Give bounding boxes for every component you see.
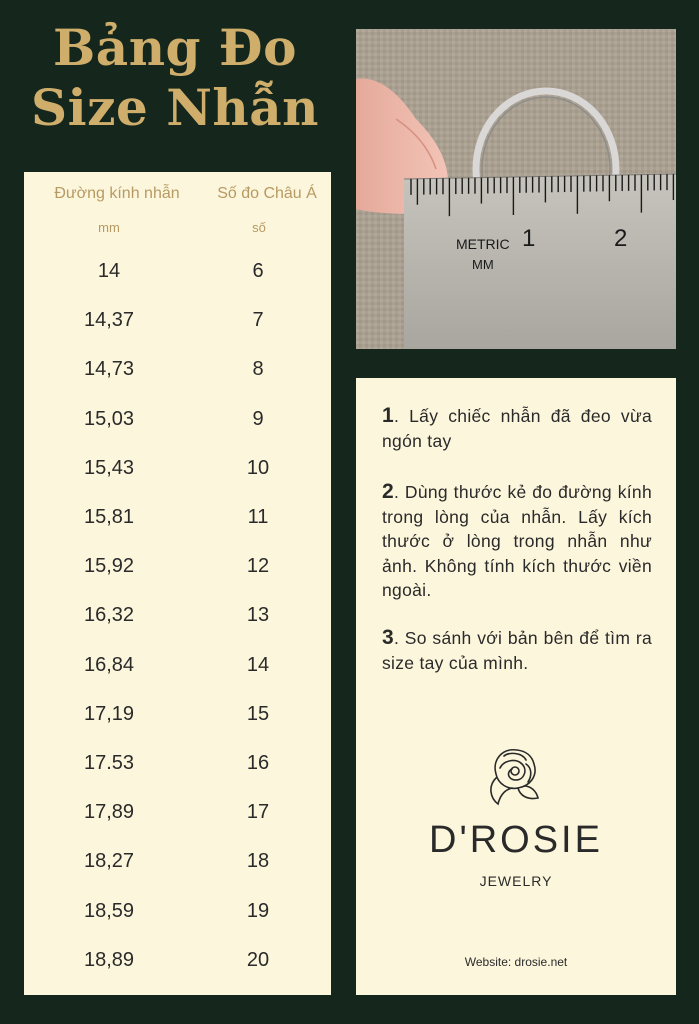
table-row <box>24 690 331 739</box>
asia-size-cell: 10 <box>246 456 270 479</box>
unit-number: số <box>252 220 266 235</box>
ruler-photo <box>356 29 676 349</box>
table-row <box>24 345 331 394</box>
asia-size-cell: 11 <box>247 506 269 528</box>
asia-size-cell: 19 <box>246 899 270 922</box>
asia-size-cell: 16 <box>246 752 270 774</box>
diameter-cell: 15,03 <box>83 407 135 430</box>
ruler-label-metric: METRIC <box>456 236 510 252</box>
asia-size-cell: 9 <box>252 407 264 430</box>
diameter-cell: 16,32 <box>83 604 135 627</box>
asia-size-cell: 20 <box>246 948 270 971</box>
diameter-cell: 17,89 <box>83 801 135 824</box>
table-row <box>24 247 331 296</box>
diameter-cell: 14,73 <box>83 358 135 381</box>
ruler-number-2: 2 <box>614 225 628 252</box>
header-asia-size: Số đo Châu Á <box>217 185 317 202</box>
table-row <box>24 788 331 837</box>
asia-size-cell: 15 <box>246 702 270 725</box>
asia-size-cell: 6 <box>252 260 264 282</box>
ruler-number-1: 1 <box>522 225 536 252</box>
table-row <box>24 542 331 591</box>
table-row <box>24 739 331 788</box>
asia-size-cell: 12 <box>246 555 270 578</box>
table-row <box>24 837 331 886</box>
diameter-cell: 15,81 <box>83 506 135 528</box>
page-title <box>22 18 328 138</box>
size-table <box>24 172 331 995</box>
diameter-cell: 17.53 <box>83 752 135 774</box>
website-text: Website: drosie.net <box>464 955 568 969</box>
diameter-cell: 18,89 <box>83 948 135 971</box>
diameter-cell: 14,37 <box>83 309 135 332</box>
title-line-1: Bảng Đo <box>53 18 297 77</box>
brand-name: D'ROSIE <box>429 819 603 861</box>
asia-size-cell: 14 <box>246 653 270 676</box>
asia-size-cell: 8 <box>252 358 264 381</box>
step-2-text: . Dùng thước kẻ đo đường kính trong lòng của nhẫn. Lấy kích thước ở lòng trong nhẫn như ảnh. Không tính kích thước viền ngoài. <box>382 482 652 600</box>
instructions-panel <box>356 378 676 995</box>
diameter-cell: 17,19 <box>83 702 135 725</box>
table-row <box>24 887 331 936</box>
step-2-number: 2 <box>382 480 394 503</box>
table-row <box>24 296 331 345</box>
table-row <box>24 395 331 444</box>
brand-sub: JEWELRY <box>479 873 553 889</box>
step-3-text: . So sánh với bản bên để tìm ra size tay của mình. <box>382 628 652 673</box>
diameter-cell: 18,27 <box>83 850 135 873</box>
step-2 <box>382 480 652 603</box>
asia-size-cell: 13 <box>246 604 270 627</box>
rose-logo-icon <box>482 742 552 812</box>
step-1-number: 1 <box>382 404 394 427</box>
diameter-cell: 15,92 <box>83 555 135 578</box>
ruler-label-mm: MM <box>472 257 494 272</box>
table-row <box>24 591 331 640</box>
table-row <box>24 641 331 690</box>
asia-size-cell: 17 <box>246 801 270 824</box>
diameter-cell: 16,84 <box>83 653 135 676</box>
step-3 <box>382 626 652 675</box>
step-3-number: 3 <box>382 626 394 649</box>
title-line-2: Size Nhẫn <box>30 78 320 137</box>
diameter-cell: 14 <box>97 260 121 282</box>
step-1-text: . Lấy chiếc nhẫn đã đeo vừa ngón tay <box>382 406 652 451</box>
diameter-cell: 18,59 <box>83 899 135 922</box>
step-1 <box>382 404 652 453</box>
asia-size-cell: 7 <box>252 309 264 332</box>
header-diameter: Đường kính nhẫn <box>54 185 180 202</box>
unit-mm: mm <box>98 220 120 235</box>
diameter-cell: 15,43 <box>83 456 135 479</box>
table-row <box>24 493 331 542</box>
table-row <box>24 936 331 985</box>
table-row <box>24 444 331 493</box>
asia-size-cell: 18 <box>246 850 270 873</box>
